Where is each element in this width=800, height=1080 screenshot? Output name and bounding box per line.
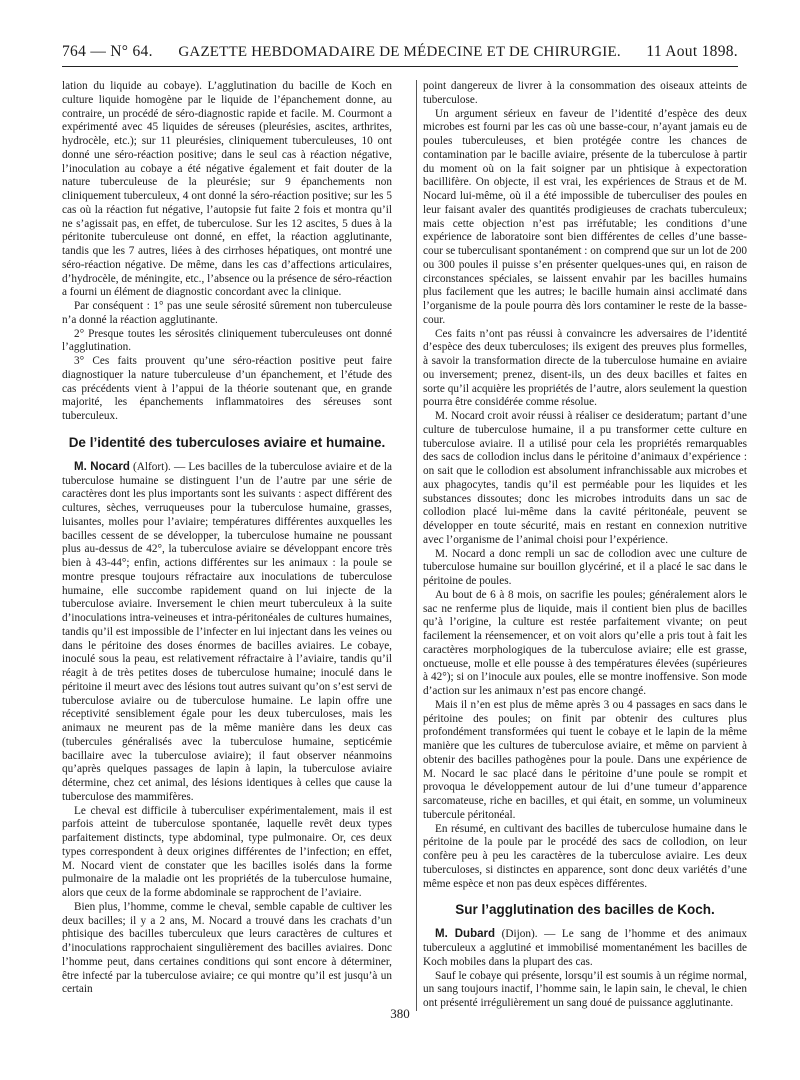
section-title: Sur l’agglutination des bacilles de Koch.	[455, 902, 715, 918]
paragraph: lation du liquide au cobaye). L’agglutination du bacille de Koch en culture liquide homogène par le liquide de l’épanchement donne, au contraire, un procédé de séro-diagnostic rapide et facile. M. Courmont a expérimenté avec 45 liquides de séreuses (pleurésies, ascites, arthrites, hydrocèle, etc.); sur 11 pleurésies, cliniquement tuberculeuses, 10 ont donné une séro-réaction positive; dans le seul cas à réaction négative, l’inoculation au cobaye a été négative également et fait douter de la nature tuberculeuse de la pleurésie; sur 9 épanchements non cliniquement tuberculeux, 4 ont donné la séro-réaction positive; sur les 5 cas où la réaction fut négative, l’autopsie fut faite 2 fois et montra qu’il ne s’agissait pas, en effet, de tuberculose. Sur les 12 ascites, 5 dues à la péritonite tuberculeuse ont donné, en effet, la réaction agglutinante, tandis que les 7 autres, liées à des cirrhoses hépatiques, ont montré une séro-réaction négative. De même, dans les cas d’affections articulaires, d’hydrocèle, de méningite, etc., l’absence ou la présence de séro-réaction a fourni un élément de diagnostic concordant avec la clinique.	[62, 80, 392, 299]
page-number: 380	[390, 1006, 410, 1021]
paragraph: Sauf le cobaye qui présente, lorsqu’il est soumis à un régime normal, un sang toujours inactif, l’homme sain, le lapin sain, le cheval, le chien ont présenté irrégulièrement un sang doué de puissance agglutinante.	[423, 969, 747, 1009]
paragraph: Bien plus, l’homme, comme le cheval, semble capable de cultiver les deux bacilles; il y a 2 ans, M. Nocard a trouvé dans les crachats d’un phtisique des bacilles tuberculeux que leurs caractères de cultures et d’inoculations rapprochaient singulièrement des bacilles aviaires. Donc l’homme peut, dans certaines conditions qui sont encore à déterminer, être infecté par la tuberculose aviaire; ce qui montre qu’il est jusqu’à un certain	[62, 900, 392, 996]
paragraph	[62, 461, 392, 805]
left-column	[62, 80, 392, 997]
paragraph-text: (Alfort). — Les bacilles de la tuberculose aviaire et de la tuberculose humaine se distinguent l’un de l’autre par une série de caractères dont les plus importants sont les suivants : aspect différent des cultures, sèches, verruqueuses pour la tuberculose humaine, grasses, luisantes, molles pour l’aviaire; températures différentes auxquelles les bacilles cessent de se développer, la tuberculose humaine ne poussant plus au-dessus de 42°, la tuberculose aviaire se développant encore très bien à 43-44°; enfin, actions différentes sur les animaux : la poule se montre presque toujours réfractaire aux inoculations de tuberculose humaine, elle succombe rapidement quand on lui injecte de la tuberculose aviaire. Inversement le chien meurt tuberculeux à la suite d’inoculations intra-veineuses et intra-péritonéales de cultures humaines, tandis qu’il est impossible de l’infecter en lui injectant dans les veines ou dans le péritoine des doses énormes de bacilles aviaires. Le cobaye, inoculé sous la peau, est relativement réfractaire à l’aviaire, tandis qu’il réagit à de très petites doses de tuberculose humaine; inoculé dans le péritoine il meurt avec des lésions tout autres suivant qu’on s’est servi de tuberculose aviaire ou de tuberculose humaine. Le lapin offre une réceptivité sensiblement égale pour les deux tuberculoses, mais les animaux ne meurent pas de la même manière dans les deux cas (tubercules généralisés avec la tuberculose humaine, septicémie bacillaire avec la tuberculose aviaire); il faut observer néanmoins qu’après quelques passages de lapin à lapin, la tuberculose aviaire détermine, chez cet animal, des lésions identiques à celles que cause la tuberculose des mammifères.	[62, 460, 392, 803]
paragraph: Ces faits n’ont pas réussi à convaincre les adversaires de l’identité d’espèce des deux tuberculoses; ils exigent des preuves plus formelles, à savoir la transformation directe de la tuberculose humaine en aviaire ou inversement; prenez, disent-ils, un des deux bacilles et faites en sorte qu’il acquière les propriétés de l’autre, alors seulement la question pourra être considérée comme résolue.	[423, 327, 747, 409]
paragraph: Un argument sérieux en faveur de l’identité d’espèce des deux microbes est fourni par les cas où une basse-cour, n’ayant jamais eu de poules tuberculeuses, et bien protégée contre les chances de contamination par le bacille aviaire, présente de la tuberculose à partir du moment où on la fait soigner par un phtisique à expectoration bacillifère. On objecte, il est vrai, les expériences de Straus et de M. Nocard lui-même, où il a été impossible de tuberculiser des poules en leur faisant avaler des quantités prodigieuses de crachats tuberculeux; mais cette objection n’est pas irréfutable; les conditions d’une expérience de laboratoire sont bien différentes de celles d’une basse-cour se tuberculisant spontanément : on comprend que sur un lot de 200 ou 300 poules il puisse s’en présenter quelques-unes qui, en raison de circonstances spéciales, se laissent envahir par les bacilles humains plus facilement que les autres; le bacille humain ainsi acclimaté dans l’organisme de la poule pourra dès lors contaminer le reste de la basse-cour.	[423, 107, 747, 326]
header-issue: 764 — N° 64.	[62, 43, 153, 60]
paragraph: M. Nocard a donc rempli un sac de collodion avec une culture de tuberculose humaine sur bouillon glycériné, et il a placé le sac dans le péritoine de poules.	[423, 547, 747, 587]
author-name: M. Dubard	[435, 928, 495, 941]
paragraph: Le cheval est difficile à tuberculiser expérimentalement, mais il est parfois atteint de tuberculose spontanée, laquelle revêt deux types parfaitement distincts, type abdominal, type pulmonaire. Or, ces deux types correspondent à deux origines différentes de l’infection; en effet, M. Nocard vient de constater que les bacilles isolés dans la forme pulmonaire de la maladie ont les propriétés de la tuberculose humaine, alors que ceux de la forme abdominale se rapprochent de l’aviaire.	[62, 804, 392, 899]
header-journal-title: GAZETTE HEBDOMADAIRE DE MÉDECINE ET DE CHIRURGIE.	[178, 43, 621, 60]
right-column	[416, 80, 747, 1011]
header-date: 11 Aout 1898.	[646, 43, 738, 60]
section-title: De l’identité des tuberculoses aviaire et humaine.	[68, 434, 386, 450]
paragraph: 2° Presque toutes les sérosités cliniquement tuberculeuses ont donné l’agglutination.	[62, 327, 392, 354]
paragraph: Par conséquent : 1° pas une seule sérosité sûrement non tuberculeuse n’a donné la réaction agglutinante.	[62, 300, 392, 326]
paragraph: point dangereux de livrer à la consommation des oiseaux atteints de tuberculose.	[423, 80, 747, 106]
paragraph: Mais il n’en est plus de même après 3 ou 4 passages en sacs dans le péritoine des poules; on finit par obtenir des cultures plus profondément transformées qui tuent le cobaye et le lapin de la même manière que les cultures de tuberculose aviaire, et même on parvient à obtenir des bacilles pathogènes pour la poule. Dans une expérience de M. Nocard le sac placé dans le péritoine d’une poule se rompit et provoqua le développement autour de lui d’une tumeur d’apparence sarcomateuse, riche en bacilles, et qui était, en somme, un volumineux tubercule péritonéal.	[423, 698, 747, 821]
author-name: M. Nocard	[74, 460, 130, 473]
paragraph: M. Nocard croit avoir réussi à réaliser ce desideratum; partant d’une culture de tuberculose humaine, il a pu transformer cette culture en tuberculose aviaire. Il a utilisé pour cela les propriétés remarquables des sacs de collodion inclus dans le péritoine d’animaux d’expérience : on sait que le collodion est absolument infranchissable aux microbes et aux phagocytes, tandis qu’il est perméable pour les liquides et les substances dissoutes; donc les microbes introduits dans un sac de collodion placé lui-même dans la cavité péritonéale, peuvent se développer en toute sécurité, mais en restant en connexion nutritive avec l’organisme de l’animal choisi pour l’expérience.	[423, 410, 747, 546]
paragraph-text: (Dijon). — Le sang de l’homme et des animaux tuberculeux a agglutiné et immobilisé momentanément les bacilles de Koch mobiles dans la plupart des cas.	[423, 928, 747, 968]
running-header	[62, 38, 738, 67]
paragraph: Au bout de 6 à 8 mois, on sacrifie les poules; généralement alors le sac ne renferme plus de liquide, mais il contient bien plus de bacilles qu’à l’origine, la culture est restée parfaitement vivante; on peut facilement la réensemencer, et on voit alors qu’elle a pris tout à fait les caractères morphologiques de la tuberculose aviaire; elle est grasse, onctueuse, molle et elle pousse à des températures élevées (supérieures à 42°); si on l’inocule aux poules, elle se montre inoffensive. Son mode d’action sur les animaux n’est pas encore changé.	[423, 588, 747, 697]
paragraph: 3° Ces faits prouvent qu’une séro-réaction positive peut faire diagnostiquer la nature tuberculeuse d’un épanchement, et l’étude des cas précédents vient à l’appui de la théorie soutenant que, en grande majorité, les épanchements inflammatoires des séreuses sont tuberculeux.	[62, 355, 392, 422]
paragraph: En résumé, en cultivant des bacilles de tuberculose humaine dans le péritoine de la poule par le procédé des sacs de collodion, on leur confère peu à peu les caractères de la tuberculose aviaire. Les deux tuberculoses, si distinctes en apparence, sont donc deux variétés d’une même espèce et non pas deux espèces différentes.	[423, 822, 747, 890]
paragraph	[423, 928, 747, 969]
